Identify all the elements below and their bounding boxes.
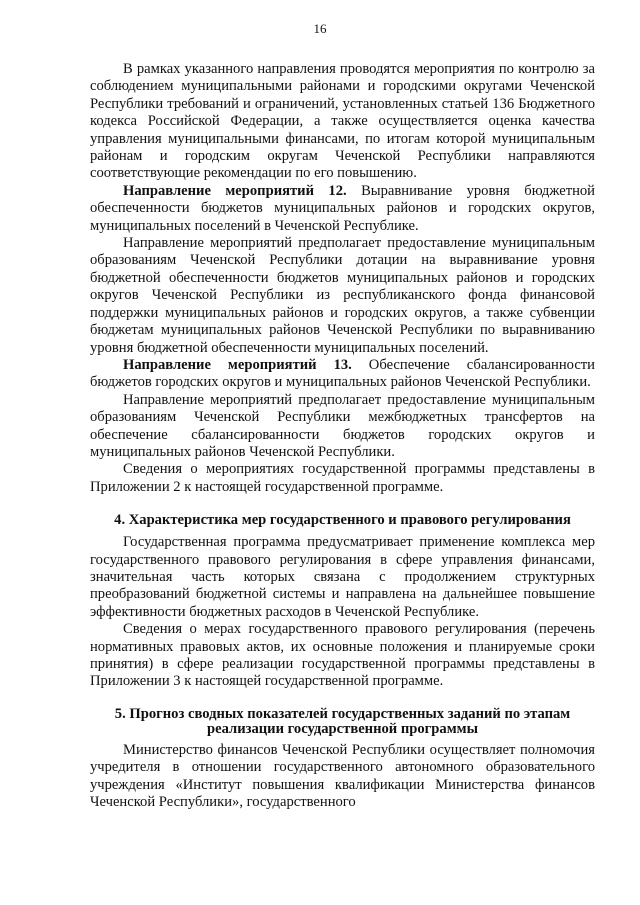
direction-13-heading: Направление мероприятий 13.	[123, 356, 352, 373]
paragraph-direction-13-details: Направление мероприятий предполагает предоставление муниципальным образованиям Чеченской Республики межбюджетных трансфертов на обеспечение сбалансированности бюджетов городских округов и муниципальных районов Чеченской Республики.	[90, 391, 595, 460]
paragraph-appendix-3: Сведения о мерах государственного правового регулирования (перечень нормативных правовых актов, их основные положения и планируемые сроки принятия) в сфере реализации государственной программы представлены в Приложении 3 к настоящей государственной программе.	[90, 621, 595, 690]
paragraph-direction-13	[90, 357, 595, 392]
direction-13-text: Обеспечение сбалансированности бюджетов городских округов и муниципальных районов Чеченской Республики.	[90, 356, 595, 391]
section-4-heading: 4. Характеристика мер государственного и правового регулирования	[114, 512, 571, 529]
paragraph-direction-12	[90, 183, 595, 235]
paragraph-regulation-measures: Государственная программа предусматривает применение комплекса мер государственного правового регулирования в сфере управления финансами, значительная часть которых связана с продолжением структурных преобразований бюджетной системы и направлена на дальнейшее повышение эффективности бюджетных расходов в Чеченской Республике.	[90, 534, 595, 620]
section-5-heading-line-2: реализации государственной программы	[207, 720, 478, 737]
paragraph-ministry-of-finance: Министерство финансов Чеченской Республики осуществляет полномочия учредителя в отношении государственного автономного образовательного учреждения «Институт повышения квалификации Министерства финансов Чеченской Республики», государственного	[90, 741, 595, 811]
section-5-heading	[90, 707, 595, 737]
page-number: 16	[313, 21, 327, 36]
paragraph-direction-12-details: Направление мероприятий предполагает предоставление муниципальным образованиям Чеченской Республики дотации на выравнивание уровня бюджетной обеспеченности бюджетов муниципальных районов и городских округов Чеченской Республики из республиканского фонда финансовой поддержки муниципальных районов и городских округов, а также субвенции бюджетам муниципальных районов Чеченской Республики по выравниванию уровня бюджетной обеспеченности муниципальных поселений.	[90, 235, 595, 356]
direction-12-text: Выравнивание уровня бюджетной обеспеченности бюджетов муниципальных районов и городских округов, муниципальных поселений в Чеченской Республике.	[90, 182, 595, 234]
document-body	[90, 61, 595, 811]
paragraph-appendix-2: Сведения о мероприятиях государственной программы представлены в Приложении 2 к настоящей государственной программе.	[90, 461, 595, 495]
paragraph-control-measures: В рамках указанного направления проводятся мероприятия по контролю за соблюдением муниципальными районами и городскими округами Чеченской Республики требований и ограничений, установленных статьей 136 Бюджетного кодекса Российской Федерации, а также осуществляется оценка качества управления муниципальными финансами, по итогам которой муниципальным районам и городским округам Чеченской Республики направляются соответствующие рекомендации по его повышению.	[90, 61, 595, 182]
direction-12-heading: Направление мероприятий 12.	[123, 182, 347, 199]
section-5-heading-line-1: 5. Прогноз сводных показателей государственных заданий по этапам	[114, 705, 571, 722]
